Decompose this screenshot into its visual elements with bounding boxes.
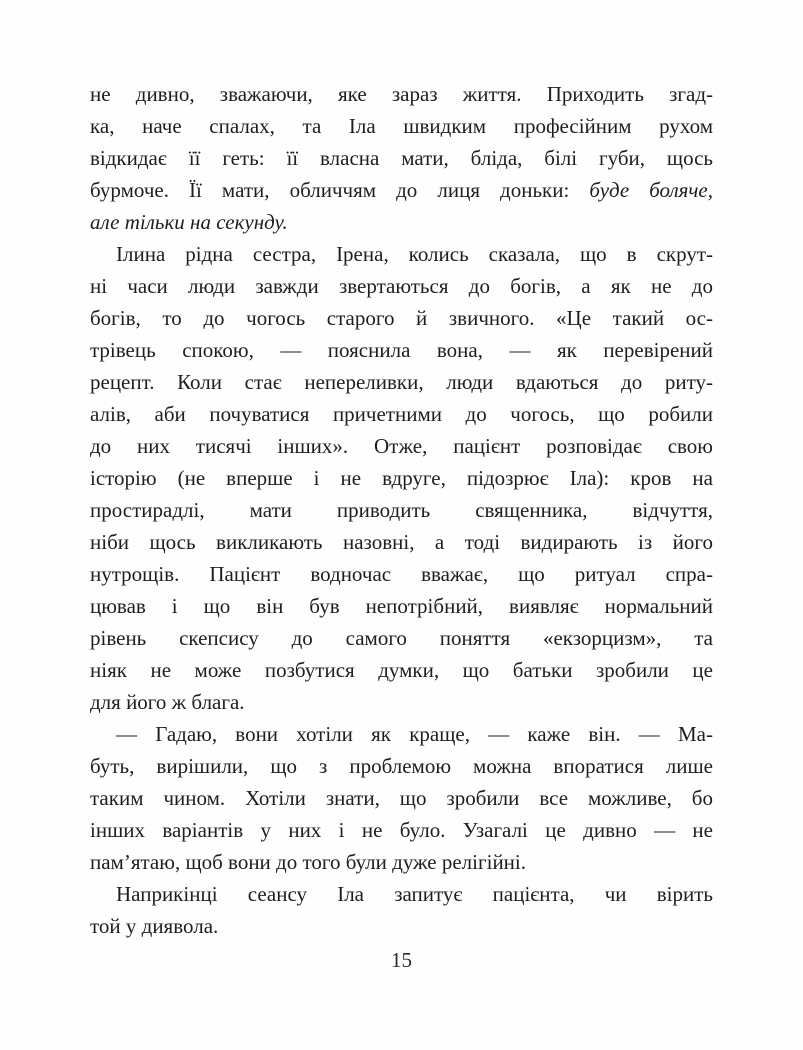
text-line [90,78,713,110]
italic-text: але тільки на секунду. [90,210,288,234]
text-segment: трівець спокою, — пояснила вона, — як перевірений [90,338,713,362]
text-line [90,750,713,782]
text-line [90,494,713,526]
text-segment: — Гадаю, вони хотіли як краще, — каже він. — Ма- [116,722,713,746]
text-line [90,718,713,750]
text-line [90,302,713,334]
text-segment: ніяк не може позбутися думки, що батьки зробили це [90,658,713,682]
paragraph [90,238,713,718]
italic-text: буде боляче, [589,178,713,202]
text-segment: відкидає її геть: її власна мати, бліда, білі губи, щось [90,146,713,170]
page-text [90,78,713,942]
paragraph [90,78,713,238]
text-line [90,430,713,462]
text-segment: богів, то до чогось старого й звичного. «Це такий ос- [90,306,713,330]
text-line [90,590,713,622]
text-line [90,270,713,302]
text-line [90,110,713,142]
text-line [90,398,713,430]
text-line [90,238,713,270]
text-segment: простирадлі, мати приводить священника, відчуття, [90,498,713,522]
text-segment: рівень скепсису до самого поняття «екзорцизм», та [90,626,713,650]
text-line [90,814,713,846]
text-segment: цював і що він був непотрібний, виявляє нормальний [90,594,713,618]
text-segment: буть, вирішили, що з проблемою можна впоратися лише [90,754,713,778]
text-segment: Наприкінці сеансу Іла запитує пацієнта, чи вірить [116,882,713,906]
text-segment: рецепт. Коли стає непереливки, люди вдаються до риту- [90,370,713,394]
text-segment: ка, наче спалах, та Іла швидким професійним рухом [90,114,713,138]
text-line [90,878,713,910]
text-segment: Ілина рідна сестра, Ірена, колись сказала, що в скрут- [116,242,713,266]
text-line [90,526,713,558]
text-line [90,846,713,878]
paragraph [90,878,713,942]
text-line [90,654,713,686]
text-segment: пам’ятаю, щоб вони до того були дуже релігійні. [90,850,527,874]
text-segment: не дивно, зважаючи, яке зараз життя. Приходить згад- [90,82,713,106]
text-line [90,142,713,174]
text-line [90,686,713,718]
text-line [90,622,713,654]
paragraph [90,718,713,878]
text-segment: до них тисячі інших». Отже, пацієнт розповідає свою [90,434,713,458]
text-segment: таким чином. Хотіли знати, що зробили все можливе, бо [90,786,713,810]
text-line [90,782,713,814]
text-segment: бурмоче. Її мати, обличчям до лиця доньки: [90,178,590,202]
text-segment: нутрощів. Пацієнт водночас вважає, що ритуал спра- [90,562,713,586]
text-line [90,366,713,398]
text-segment: алів, аби почуватися причетними до чогось, що робили [90,402,713,426]
text-segment: інших варіантів у них і не було. Узагалі це дивно — не [90,818,713,842]
text-line [90,558,713,590]
text-segment: для його ж блага. [90,690,245,714]
text-segment: ніби щось викликають назовні, а тоді видирають із його [90,530,713,554]
text-line [90,206,713,238]
text-line [90,174,713,206]
text-segment: історію (не вперше і не вдруге, підозрює Іла): кров на [90,466,713,490]
text-line [90,910,713,942]
page-number: 15 [391,948,412,972]
text-line [90,334,713,366]
text-segment: ні часи люди завжди звертаються до богів, а як не до [90,274,713,298]
text-segment: той у диявола. [90,914,219,938]
text-line [90,462,713,494]
